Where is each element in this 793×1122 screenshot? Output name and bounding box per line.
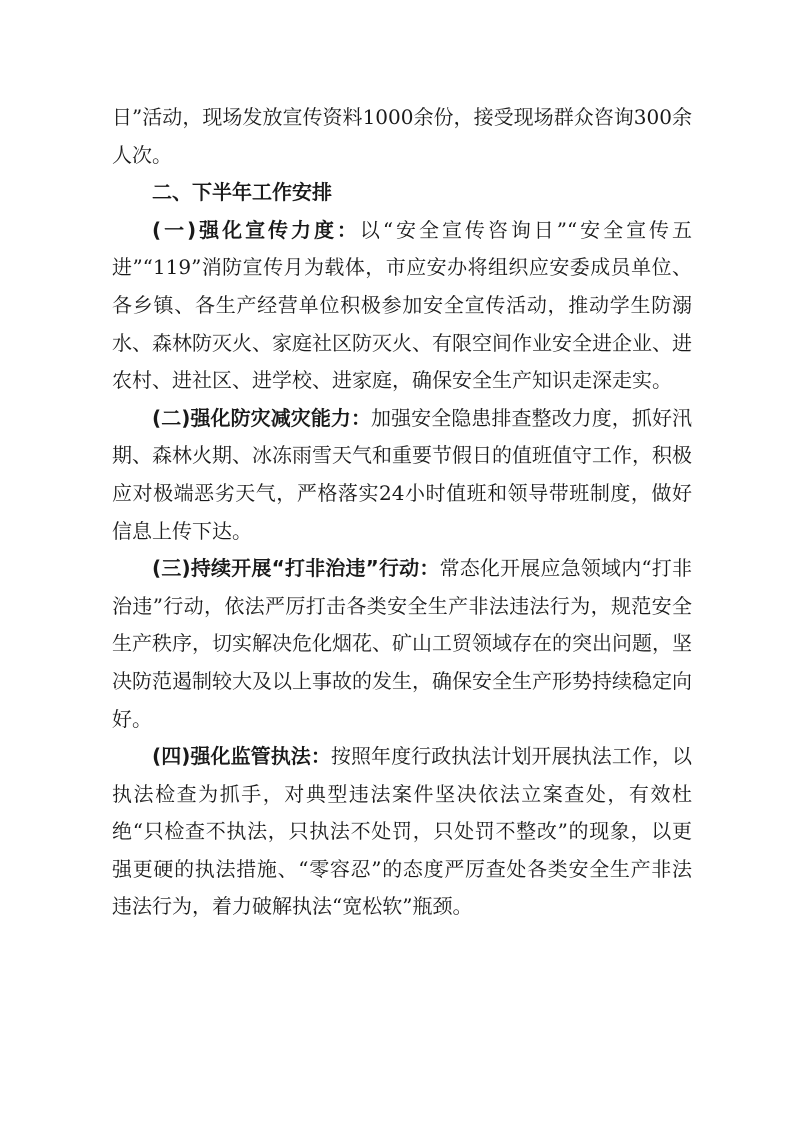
item-paragraph-2: [112, 400, 692, 550]
item-body-2: 加强安全隐患排查整改力度，抓好汛期、森林火期、冰冻雨雪天气和重要节假日的值班值守工作，积极应对极端恶劣天气，严格落实24小时值班和领导带班制度，做好信息上传下达。: [112, 405, 693, 543]
section-heading: 二、下半年工作安排: [152, 180, 332, 205]
item-paragraph-1: [112, 212, 692, 400]
item-lead-2: (二)强化防灾减灾能力：: [152, 405, 372, 430]
item-lead-3: (三)持续开展“打非治违”行动：: [152, 556, 440, 581]
continuation-paragraph: 日”活动，现场发放宣传资料1000余份，接受现场群众咨询300余人次。: [112, 105, 692, 167]
item-paragraph-4: [112, 738, 692, 926]
item-paragraph-3: [112, 550, 692, 738]
item-body-1: 以“安全宣传咨询日”“安全宣传五进”“119”消防宣传月为载体，市应安办将组织应安委成员单位、各乡镇、各生产经营单位积极参加安全宣传活动，推动学生防溺水、森林防灭火、家庭社区防灭火、有限空间作业安全进企业、进农村、进社区、进学校、进家庭，确保安全生产知识走深走实。: [112, 217, 692, 393]
item-lead-1: (一)强化宣传力度：: [152, 217, 360, 242]
item-body-3: 常态化开展应急领域内“打非治违”行动，依法严厉打击各类安全生产非法违法行为，规范安全生产秩序，切实解决危化烟花、矿山工贸领域存在的突出问题，坚决防范遏制较大及以上事故的发生，确保安全生产形势持续稳定向好。: [112, 556, 692, 731]
item-body-4: 按照年度行政执法计划开展执法工作，以执法检查为抓手，对典型违法案件坚决依法立案查处，有效杜绝“只检查不执法，只执法不处罚，只处罚不整改”的现象，以更强更硬的执法措施、“零容忍”的态度严厉查处各类安全生产非法违法行为，着力破解执法“宽松软”瓶颈。: [112, 744, 693, 919]
item-lead-4: (四)强化监管执法：: [152, 744, 331, 769]
document-body: [112, 99, 692, 926]
